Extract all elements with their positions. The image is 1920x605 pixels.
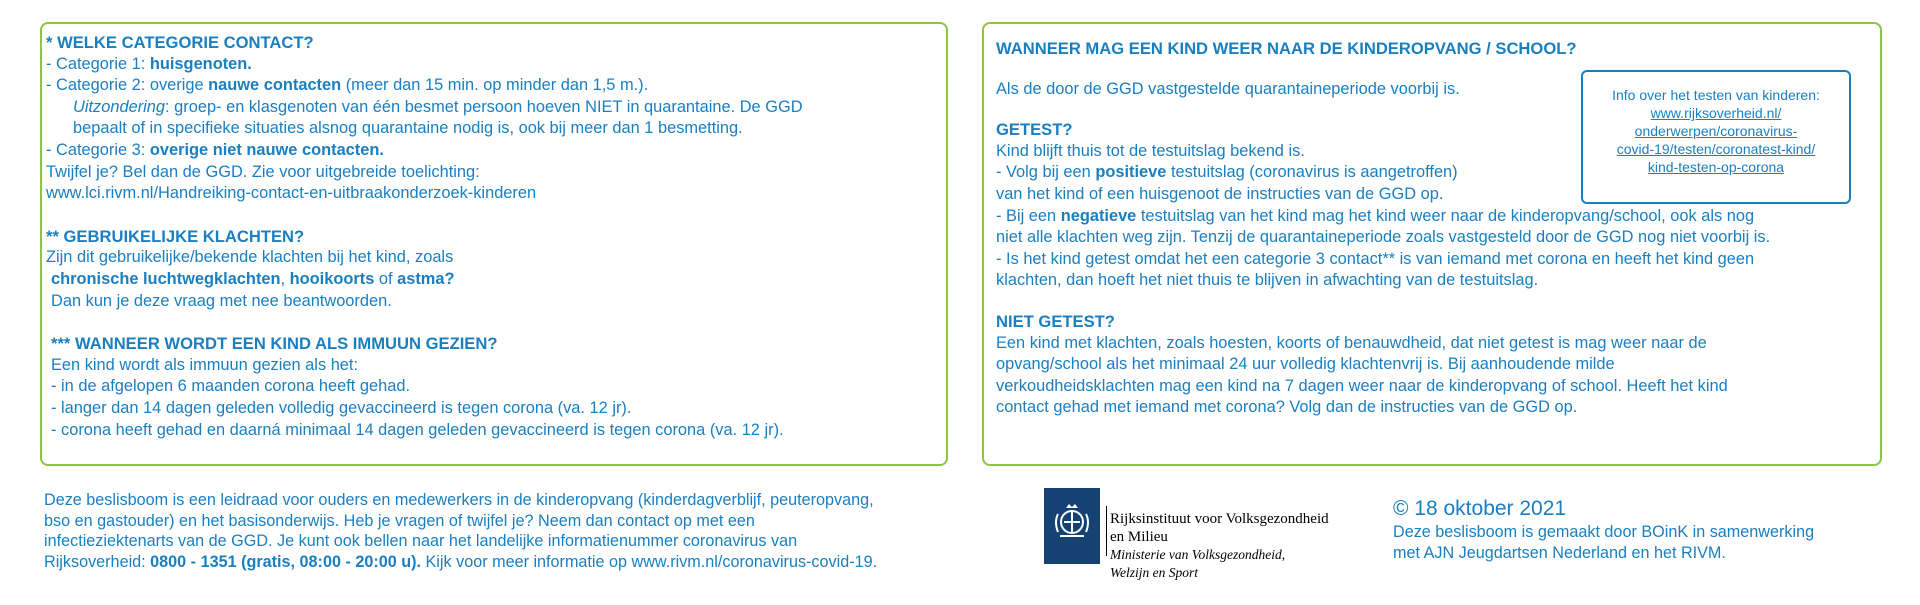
exception-label: Uitzondering: [73, 97, 166, 116]
exception-line-1: [46, 97, 946, 119]
credit-line-1: Deze beslisboom is gemaakt door BOinK in samenwerking: [1393, 523, 1815, 541]
crest-icon: [1044, 488, 1100, 564]
tested-line-1: Kind blijft thuis tot de testuitslag bekend is.: [996, 141, 1305, 160]
category-3-text: - Categorie 3:: [46, 140, 150, 159]
tested-negative-post: testuitslag van het kind mag het kind weer naar de kinderopvang/school, ook als nog: [1136, 206, 1755, 225]
category-2-bold: nauwe contacten: [208, 76, 342, 95]
box-return-to-school: [982, 22, 1882, 466]
complaints-line-1: Zijn dit gebruikelijke/bekende klachten bij het kind, zoals: [46, 248, 454, 267]
rivm-logo: [1044, 488, 1384, 588]
complaints-line-3: Dan kun je deze vraag met nee beantwoorden.: [51, 291, 392, 310]
tested-line-4: [996, 206, 1880, 228]
category-2-post: (meer dan 15 min. op minder dan 1,5 m.).: [341, 76, 649, 95]
tested-line-7: klachten, dan hoeft het niet thuis te blijven in afwachting van de testuitslag.: [996, 271, 1539, 290]
tested-negative-bold: negatieve: [1060, 206, 1137, 225]
heading-immune: *** WANNEER WORDT EEN KIND ALS IMMUUN GEZIEN?: [51, 334, 498, 354]
info-link-4[interactable]: kind-testen-op-corona: [1647, 159, 1785, 175]
not-tested-line-1: Een kind met klachten, zoals hoesten, koorts of benauwdheid, dat niet getest is mag weer naar de: [996, 333, 1707, 352]
credit-line-2: met AJN Jeugdartsen Nederland en het RIVM.: [1393, 543, 1726, 562]
not-tested-line-2: opvang/school als het minimaal 24 uur volledig klachtenvrij is. Bij aanhoudende milde: [996, 355, 1615, 374]
info-title: Info over het testen van kinderen:: [1612, 87, 1820, 103]
immune-item-2: - langer dan 14 dagen geleden volledig gevaccineerd is tegen corona (va. 12 jr).: [51, 398, 632, 417]
tested-positive-bold: positieve: [1095, 163, 1167, 182]
footer-line-1: Deze beslisboom is een leidraad voor ouders en medewerkers in de kinderopvang (kinderdagverblijf, peuteropvang,: [44, 491, 874, 509]
heading-complaints: ** GEBRUIKELIJKE KLACHTEN?: [46, 226, 305, 246]
footer-phone-pre: Rijksoverheid:: [44, 552, 151, 571]
complaint-or: of: [374, 269, 398, 288]
category-2: [46, 75, 946, 97]
complaint-hayfever: hooikoorts: [289, 269, 375, 288]
logo-name-2: en Milieu: [1110, 529, 1168, 545]
exception-line-2: bepaalt of in specifieke situaties alsnog quarantaine nodig is, ook bij meer dan 1 besmetting.: [73, 119, 743, 138]
date-label: © 18 oktober 2021: [1393, 497, 1567, 520]
footer-phone: 0800 - 1351 (gratis, 08:00 - 20:00 u).: [150, 552, 422, 571]
complaints-line-2: [46, 269, 946, 291]
logo-ministry-2: Welzijn en Sport: [1110, 565, 1199, 580]
exception-text: : groep- en klasgenoten van één besmet persoon hoeven NIET in quarantaine. De GGD: [165, 97, 803, 116]
tested-line-3: van het kind of een huisgenoot de instructies van de GGD op.: [996, 184, 1444, 203]
info-testing-box: [1581, 70, 1851, 204]
doubt-text: Twijfel je? Bel dan de GGD. Zie voor uitgebreide toelichting:: [46, 162, 480, 181]
box-contact-categories: [40, 22, 948, 466]
footer-line-2: bso en gastouder) en het basisonderwijs. Heb je vragen of twijfel je? Neem dan contact op met een: [44, 511, 755, 530]
not-tested-line-4: contact gehad met iemand met corona? Volg dan de instructies van de GGD op.: [996, 398, 1578, 417]
immune-intro: Een kind wordt als immuun gezien als het:: [51, 355, 359, 374]
heading-not-tested: NIET GETEST?: [996, 311, 1115, 331]
complaint-sep: ,: [280, 269, 290, 288]
complaint-asthma: astma?: [397, 269, 455, 288]
category-2-text: - Categorie 2: overige: [46, 76, 209, 95]
footer-credits: [1393, 496, 1814, 563]
category-1-text: - Categorie 1:: [46, 54, 150, 73]
spacer: [46, 312, 946, 333]
tested-line-5: niet alle klachten weg zijn. Tenzij de quarantaineperiode zoals vastgesteld door de GGD nog niet voorbij is.: [996, 228, 1771, 247]
footer-line-3: infectieziektenarts van de GGD. Je kunt ook bellen naar het landelijke informatienummer coronavirus van: [44, 532, 798, 550]
immune-item-1: - in de afgelopen 6 maanden corona heeft gehad.: [51, 377, 411, 396]
logo-divider: [1106, 506, 1107, 556]
category-1-bold: huisgenoten.: [149, 54, 252, 73]
category-1: [46, 54, 946, 76]
tested-positive-post: testuitslag (coronavirus is aangetroffen): [1166, 163, 1458, 182]
category-3: [46, 140, 946, 162]
heading-return: WANNEER MAG EEN KIND WEER NAAR DE KINDEROPVANG / SCHOOL?: [996, 39, 1577, 58]
logo-ministry-1: Ministerie van Volksgezondheid,: [1110, 547, 1286, 562]
tested-positive-pre: - Volg bij een: [996, 163, 1096, 182]
info-link-1[interactable]: www.rijksoverheid.nl/: [1650, 105, 1782, 121]
footer-disclaimer: [44, 490, 1004, 572]
immune-item-3: - corona heeft gehad en daarná minimaal 14 dagen geleden gevaccineerd is tegen corona (va. 12 jr).: [51, 420, 784, 439]
lci-link[interactable]: www.lci.rivm.nl/Handreiking-contact-en-uitbraakonderzoek-kinderen: [46, 184, 537, 203]
heading-tested: GETEST?: [996, 120, 1073, 140]
info-link-3[interactable]: covid-19/testen/coronatest-kind/: [1616, 141, 1816, 157]
complaint-respiratory: chronische luchtwegklachten: [51, 269, 281, 288]
info-link-2[interactable]: onderwerpen/coronavirus-: [1634, 123, 1798, 139]
footer-more-info: Kijk voor meer informatie op www.rivm.nl/coronavirus-covid-19.: [421, 552, 878, 571]
not-tested-line-3: verkoudheidsklachten mag een kind na 7 dagen weer naar de kinderopvang of school. Heeft het kind: [996, 376, 1728, 395]
logo-name-1: Rijksinstituut voor Volksgezondheid: [1110, 511, 1329, 527]
spacer: [996, 292, 1880, 311]
quarantine-text: Als de door de GGD vastgestelde quarantaineperiode voorbij is.: [996, 79, 1460, 98]
category-3-bold: overige niet nauwe contacten.: [149, 140, 384, 159]
tested-negative-pre: - Bij een: [996, 206, 1061, 225]
footer-line-4: [44, 552, 1004, 573]
tested-line-6: - Is het kind getest omdat het een categorie 3 contact** is van iemand met corona en heeft het kind geen: [996, 249, 1755, 268]
rijksoverheid-emblem: [1044, 488, 1100, 564]
logo-texts: [1110, 510, 1329, 582]
spacer: [46, 205, 946, 226]
heading-categories: * WELKE CATEGORIE CONTACT?: [46, 33, 314, 52]
